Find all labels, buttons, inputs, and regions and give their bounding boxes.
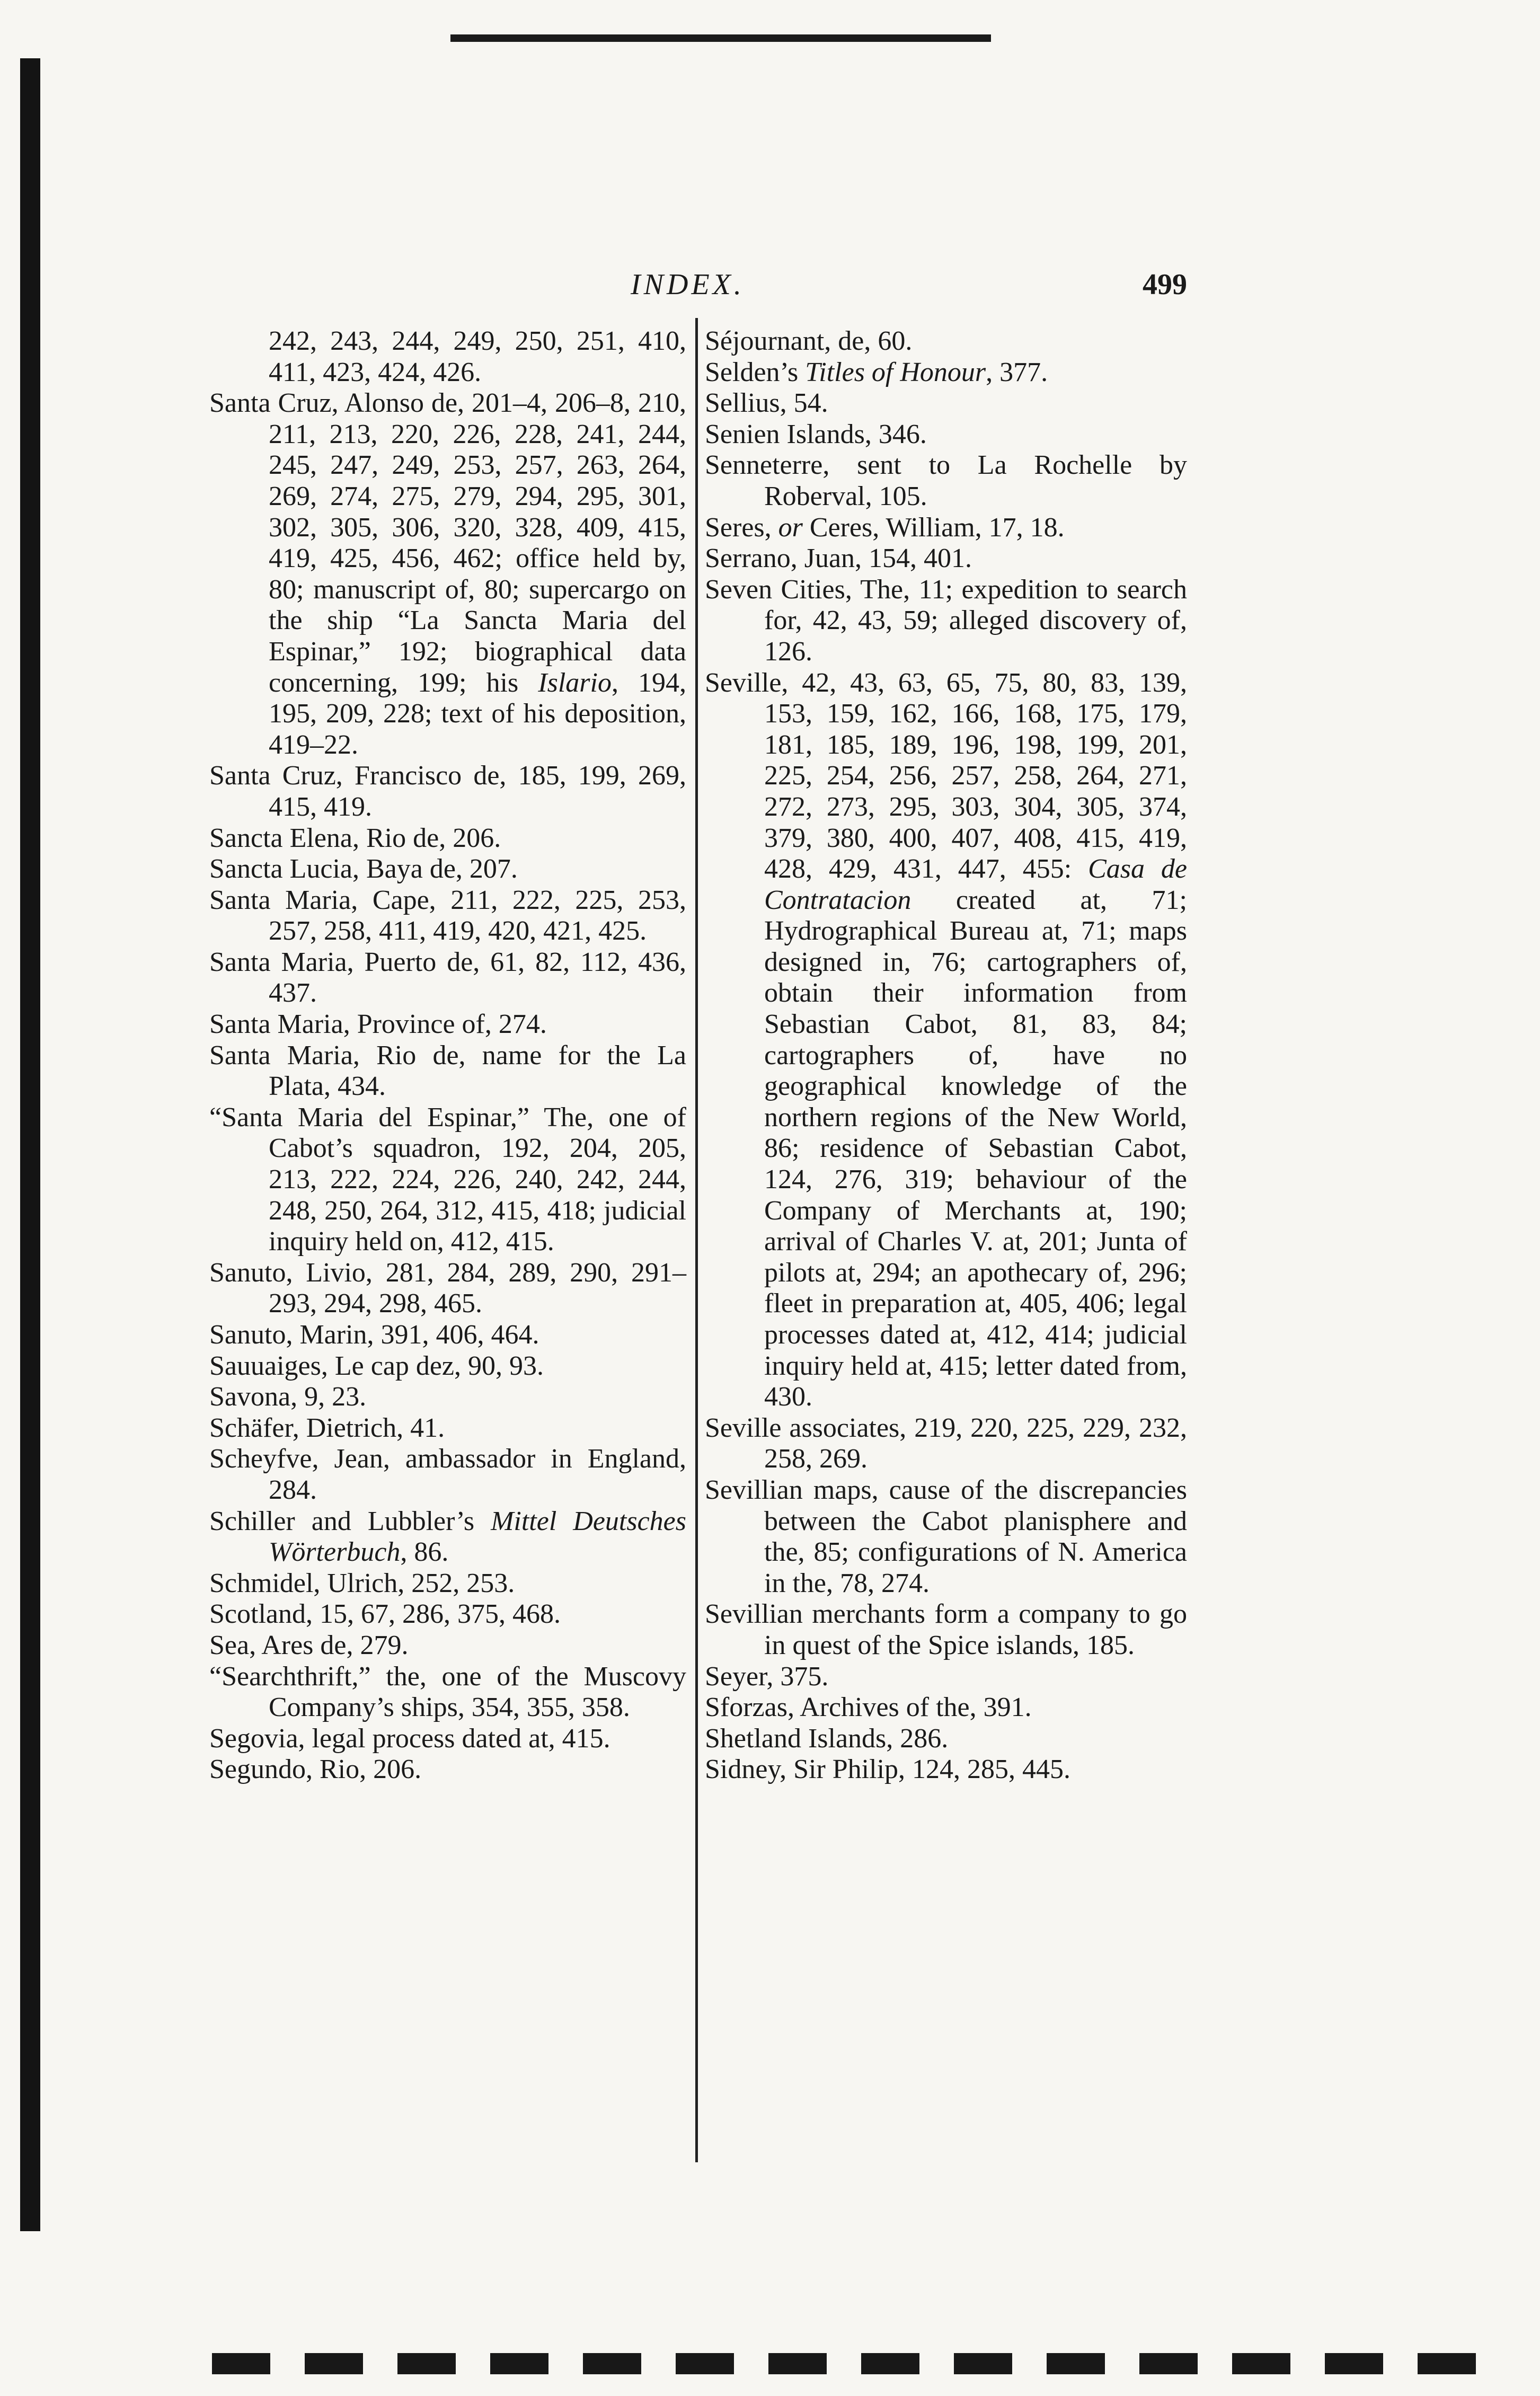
top-rule bbox=[450, 11, 991, 42]
index-entry-text: Santa Maria, Puerto de, 61, 82, 112, 436, 437. bbox=[209, 947, 686, 1009]
index-entry bbox=[705, 1754, 1187, 1785]
index-entry bbox=[209, 1661, 686, 1723]
index-entry-text: Schmidel, Ulrich, 252, 253. bbox=[209, 1568, 515, 1598]
index-entry-text: Senneterre, sent to La Rochelle by Roberval, 105. bbox=[705, 450, 1187, 511]
index-entry-text: Sellius, 54. bbox=[705, 388, 828, 419]
index-entry-text: Seville associates, 219, 220, 225, 229, 232, 258, 269. bbox=[705, 1412, 1187, 1474]
index-entry bbox=[209, 1009, 686, 1040]
index-entry-text: Sancta Elena, Rio de, 206. bbox=[209, 823, 501, 853]
index-entry bbox=[705, 1723, 1187, 1755]
bottom-scan-strip bbox=[212, 2353, 1510, 2374]
index-entry-text: Seyer, 375. bbox=[705, 1661, 829, 1692]
index-entry-italic: Mittel Deutsches Wörterbuch bbox=[269, 1506, 686, 1568]
index-entry-text: created at, 71; Hydrographical Bureau at, 71; maps designed in, 76; cartographers of, obtain their information from Sebastian Cabot, 81, 83, 84; cartographers of, have no geographical knowledge of the northern regions of the New World, 86; residence of Sebastian Cabot, 124, 276, 319; behaviour of the Company of Merchants at, 190; arrival of Charles V. at, 201; Junta of pilots at, 294; an apothecary of, 296; fleet in preparation at, 405, 406; legal processes dated at, 412, 414; judicial inquiry held at, 415; letter dated from, 430. bbox=[764, 885, 1187, 1412]
index-entry bbox=[705, 450, 1187, 512]
index-entry-text: “Searchthrift,” the, one of the Muscovy Company’s ships, 354, 355, 358. bbox=[209, 1661, 686, 1723]
index-entry-text: Savona, 9, 23. bbox=[209, 1382, 367, 1412]
index-entry bbox=[209, 388, 686, 761]
index-entry-text: Ceres, William, 17, 18. bbox=[802, 512, 1065, 543]
index-entry-text: 242, 243, 244, 249, 250, 251, 410, 411, 423, 424, 426. bbox=[269, 326, 686, 387]
index-entry-text: Segundo, Rio, 206. bbox=[209, 1754, 422, 1785]
page-number: 499 bbox=[1143, 268, 1187, 301]
index-entry-text: Santa Maria, Rio de, name for the La Plata, 434. bbox=[209, 1040, 686, 1102]
page-header bbox=[631, 268, 1187, 315]
index-entry-text: Schäfer, Dietrich, 41. bbox=[209, 1412, 445, 1443]
index-entry-text: Sancta Lucia, Baya de, 207. bbox=[209, 854, 518, 885]
index-entry-text: “Santa Maria del Espinar,” The, one of Cabot’s squadron, 192, 204, 205, 213, 222, 224, 226, 240, 242, 244, 248, 250, 264, 312, 415, 418; judicial inquiry held on, 412, 415. bbox=[209, 1102, 686, 1257]
index-entry-text: Scheyfve, Jean, ambassador in England, 284. bbox=[209, 1444, 686, 1505]
index-entry-text: Santa Cruz, Francisco de, 185, 199, 269, 415, 419. bbox=[209, 761, 686, 822]
index-entry bbox=[209, 854, 686, 885]
index-entry bbox=[209, 1754, 686, 1785]
index-entry-italic: or bbox=[778, 512, 803, 543]
index-entry bbox=[209, 885, 686, 947]
index-entry-text: Santa Cruz, Alonso de, 201–4, 206–8, 210, 211, 213, 220, 226, 228, 241, 244, 245, 247, 249, 253, 257, 263, 264, 269, 274, 275, 279, 294, 295, 301, 302, 305, 306, 320, 328, 409, 415, 419, 425, 456, 462; office held by, 80; manuscript of, 80; supercargo on the ship “La Sancta Maria del Espinar,” 192; biographical data concerning, 199; his bbox=[209, 388, 686, 698]
index-entry-text: Séjournant, de, 60. bbox=[705, 326, 913, 356]
index-entry-text: , 194, 195, 209, 228; text of his deposition, 419–22. bbox=[269, 667, 686, 760]
index-entry-text: Sforzas, Archives of the, 391. bbox=[705, 1692, 1032, 1723]
index-entry bbox=[209, 1102, 686, 1258]
index-entry-text: Schiller and Lubbler’s bbox=[209, 1506, 491, 1536]
index-entry-text: Santa Maria, Province of, 274. bbox=[209, 1009, 547, 1040]
index-entry bbox=[705, 326, 1187, 357]
index-entry bbox=[705, 668, 1187, 1413]
index-entry-text: Seres, bbox=[705, 512, 778, 543]
index-entry-text: Segovia, legal process dated at, 415. bbox=[209, 1723, 610, 1754]
index-entry bbox=[209, 326, 686, 388]
index-entry bbox=[209, 1723, 686, 1755]
index-entry bbox=[705, 357, 1187, 388]
index-entry bbox=[209, 1413, 686, 1444]
index-entry bbox=[209, 1351, 686, 1382]
index-entry bbox=[705, 1413, 1187, 1475]
scan-edge-shadow bbox=[20, 58, 40, 2231]
index-entry bbox=[209, 1630, 686, 1661]
index-entry-italic: Titles of Honour bbox=[805, 357, 986, 387]
index-entry bbox=[209, 1444, 686, 1506]
index-entry bbox=[209, 823, 686, 854]
index-column-left bbox=[209, 326, 686, 1785]
index-entry bbox=[209, 1040, 686, 1102]
index-column-right bbox=[705, 326, 1187, 1785]
index-entry bbox=[209, 1320, 686, 1351]
index-entry-italic: Islario bbox=[538, 667, 612, 698]
index-entry-text: Sanuto, Marin, 391, 406, 464. bbox=[209, 1320, 539, 1350]
index-entry bbox=[705, 388, 1187, 419]
index-entry-italic: Casa de Contratacion bbox=[764, 854, 1188, 915]
index-entry bbox=[209, 761, 686, 823]
index-entry bbox=[705, 574, 1187, 668]
index-entry bbox=[209, 1599, 686, 1630]
index-entry-text: Senien Islands, 346. bbox=[705, 419, 927, 449]
index-entry-text: Sea, Ares de, 279. bbox=[209, 1630, 409, 1660]
index-entry-text: Shetland Islands, 286. bbox=[705, 1723, 949, 1754]
index-entry bbox=[705, 543, 1187, 574]
index-entry-text: , 377. bbox=[986, 357, 1048, 387]
column-divider bbox=[695, 318, 698, 2162]
index-entry bbox=[705, 1599, 1187, 1661]
index-entry-text: Seville, 42, 43, 63, 65, 75, 80, 83, 139, 153, 159, 162, 166, 168, 175, 179, 181, 185, 189, 196, 198, 199, 201, 225, 254, 256, 257, 258, 264, 271, 272, 273, 295, 303, 304, 305, 374, 379, 380, 400, 407, 408, 415, 419, 428, 429, 431, 447, 455: bbox=[705, 667, 1187, 885]
index-entry-text: Scotland, 15, 67, 286, 375, 468. bbox=[209, 1599, 561, 1630]
index-entry bbox=[209, 1568, 686, 1599]
index-entry bbox=[705, 512, 1187, 544]
index-entry-text: Sevillian merchants form a company to go in quest of the Spice islands, 185. bbox=[705, 1599, 1187, 1660]
index-entry bbox=[209, 947, 686, 1009]
index-entry bbox=[705, 1475, 1187, 1599]
index-entry bbox=[705, 1661, 1187, 1693]
index-entry-text: Selden’s bbox=[705, 357, 806, 387]
index-entry-text: Sauuaiges, Le cap dez, 90, 93. bbox=[209, 1350, 544, 1381]
index-entry-text: Sanuto, Livio, 281, 284, 289, 290, 291–293, 294, 298, 465. bbox=[209, 1257, 686, 1319]
running-head: INDEX. bbox=[631, 268, 745, 301]
index-entry-text: Serrano, Juan, 154, 401. bbox=[705, 543, 972, 574]
index-entry bbox=[209, 1382, 686, 1413]
index-entry-text: Seven Cities, The, 11; expedition to search for, 42, 43, 59; alleged discovery of, 126. bbox=[705, 574, 1187, 667]
index-entry bbox=[209, 1506, 686, 1568]
index-entry-text: Sidney, Sir Philip, 124, 285, 445. bbox=[705, 1754, 1071, 1785]
index-entry bbox=[705, 419, 1187, 450]
index-entry bbox=[209, 1258, 686, 1320]
index-entry-text: Santa Maria, Cape, 211, 222, 225, 253, 257, 258, 411, 419, 420, 421, 425. bbox=[209, 885, 686, 947]
index-entry-text: Sevillian maps, cause of the discrepancies between the Cabot planisphere and the, 85; configurations of N. America in the, 78, 274. bbox=[705, 1474, 1187, 1598]
index-entry bbox=[705, 1692, 1187, 1723]
index-entry-text: , 86. bbox=[400, 1537, 449, 1568]
